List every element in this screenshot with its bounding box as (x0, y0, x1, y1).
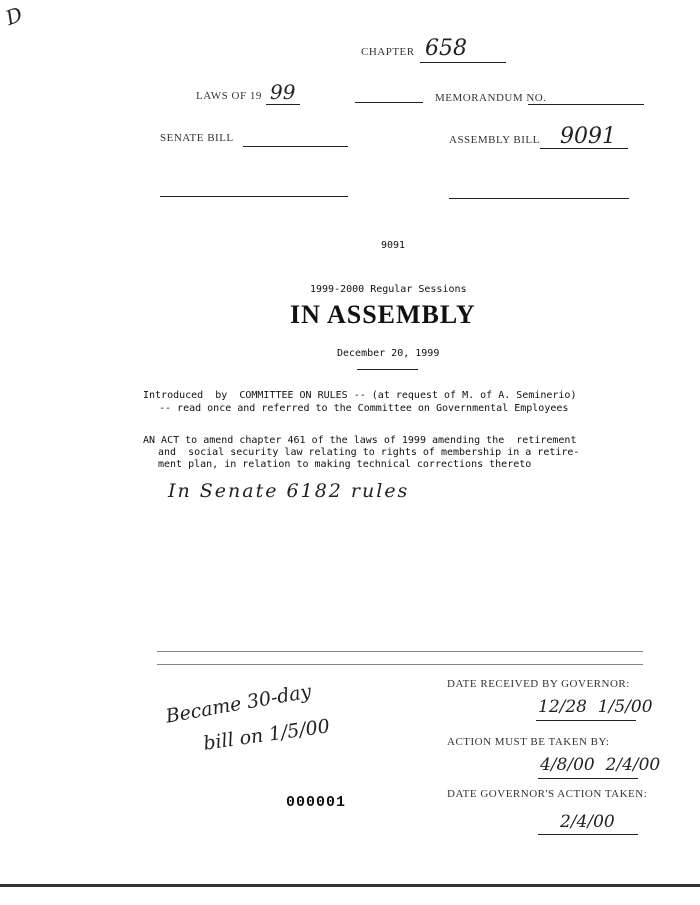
action-must-label: ACTION MUST BE TAKEN BY: (447, 736, 610, 748)
act-line-1: AN ACT to amend chapter 461 of the laws of 1999 amending the retirement (143, 435, 577, 446)
became-note-line-2: bill on 1/5/00 (202, 715, 332, 755)
assembly-bill-label: ASSEMBLY BILL (449, 134, 540, 146)
introduced-line-2: -- read once and referred to the Committee on Governmental Employees (159, 403, 569, 414)
lower-rule-1 (157, 651, 643, 652)
act-line-2: and social security law relating to rights of membership in a retire- (158, 447, 580, 458)
lower-rule-2 (157, 664, 643, 665)
page-code: 000001 (286, 794, 347, 811)
act-line-3: ment plan, in relation to making technical corrections thereto (158, 459, 532, 470)
bill-date: December 20, 1999 (337, 348, 440, 359)
memorandum-underline (528, 104, 644, 105)
bill-number: 9091 (381, 240, 406, 251)
chapter-underline (420, 62, 506, 63)
introduced-line-1: Introduced by COMMITTEE ON RULES -- (at request of M. of A. Seminerio) (143, 390, 577, 401)
senate-bill-label: SENATE BILL (160, 132, 234, 144)
action-taken-label: DATE GOVERNOR'S ACTION TAKEN: (447, 788, 648, 800)
laws-value: 99 (270, 80, 296, 104)
sessions-line: 1999-2000 Regular Sessions (310, 284, 467, 295)
action-taken-value: 2/4/00 (560, 812, 615, 832)
memorandum-label: MEMORANDUM NO. (435, 92, 547, 104)
date-rule (357, 369, 418, 370)
action-must-value: 4/8/00 2/4/00 (540, 755, 661, 775)
laws-underline (266, 104, 300, 105)
governor-received-value: 12/28 1/5/00 (538, 697, 653, 717)
memo-blank-line (355, 102, 423, 103)
received-underline (536, 720, 636, 721)
assembly-bill-underline (540, 148, 628, 149)
chapter-label: CHAPTER (361, 46, 415, 58)
bottom-scan-edge (0, 884, 700, 887)
senate-bill-underline (243, 146, 348, 147)
action-underline (538, 778, 638, 779)
governor-received-label: DATE RECEIVED BY GOVERNOR: (447, 678, 630, 690)
chapter-value: 658 (425, 36, 467, 61)
assembly-bill-value: 9091 (560, 124, 616, 149)
blank-line-right (449, 198, 629, 199)
laws-label: LAWS OF 19 (196, 90, 262, 102)
corner-mark: D (2, 1, 26, 31)
house-title: IN ASSEMBLY (290, 300, 476, 329)
blank-line-left (160, 196, 348, 197)
became-note-line-1: Became 30-day (164, 680, 313, 728)
taken-underline (538, 834, 638, 835)
senate-handwritten-note: In Senate 6182 rules (168, 480, 410, 502)
